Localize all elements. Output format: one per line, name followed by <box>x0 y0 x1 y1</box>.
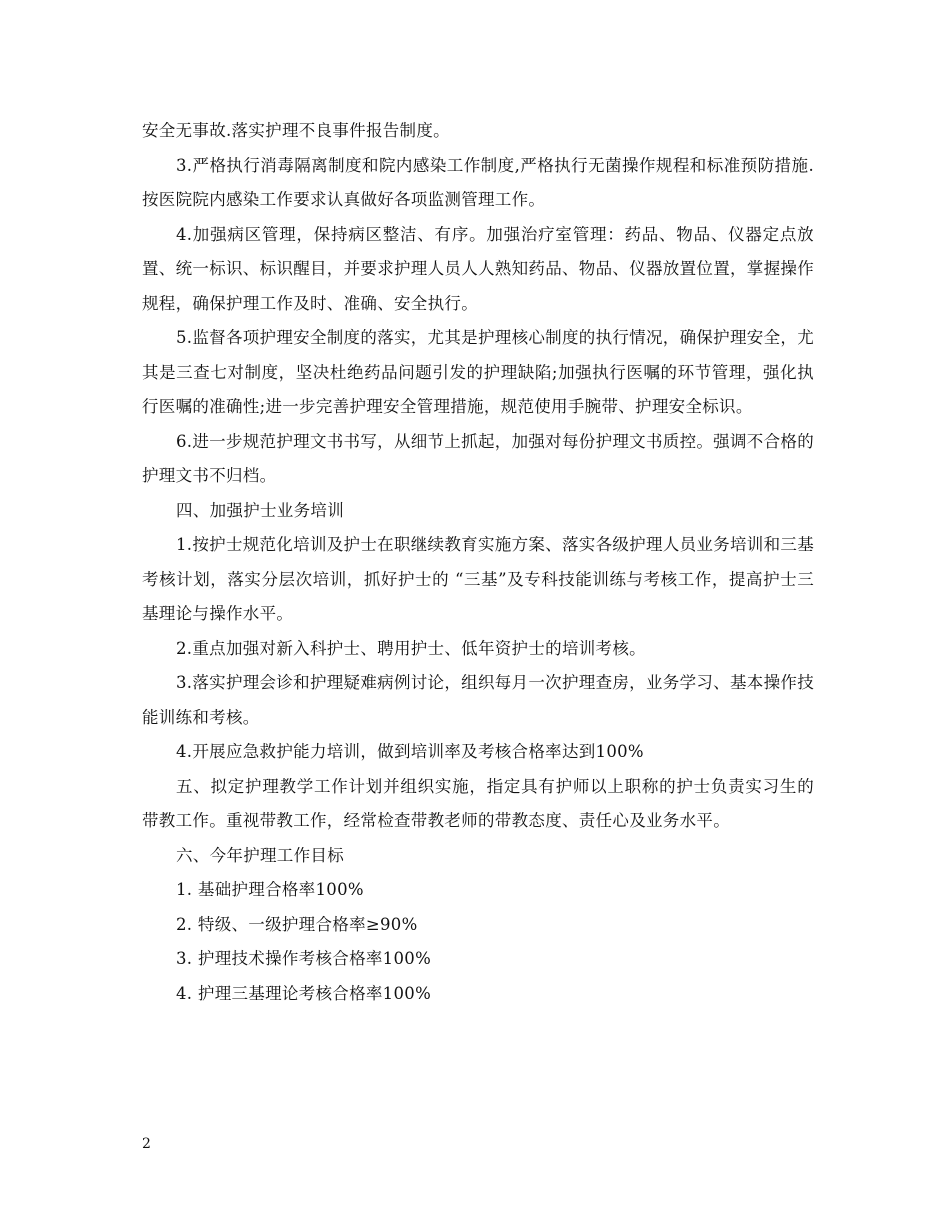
paragraph: 安全无事故.落实护理不良事件报告制度。 <box>142 121 450 140</box>
section-heading: 六、今年护理工作目标 <box>176 845 344 865</box>
paragraph: 4.开展应急救护能力培训，做到培训率及考核合格率达到100% <box>176 742 644 761</box>
paragraph: 5.监督各项护理安全制度的落实，尤其是护理核心制度的执行情况，确保护理安全，尤其是三查七对制度，坚决杜绝药品问题引发的护理缺陷;加强执行医嘱的环节管理，强化执行医嘱的准确性;进一步完善护理安全管理措施，规范使用手腕带、护理安全标识。 <box>142 328 814 416</box>
document-body <box>142 114 814 1011</box>
page-number: 2 <box>142 1136 151 1152</box>
paragraph: 3.严格执行消毒隔离制度和院内感染工作制度,严格执行无菌操作规程和标准预防措施.按医院院内感染工作要求认真做好各项监测管理工作。 <box>142 155 814 209</box>
section-heading: 四、加强护士业务培训 <box>176 500 344 520</box>
paragraph: 1.按护士规范化培训及护士在职继续教育实施方案、落实各级护理人员业务培训和三基考核计划，落实分层次培训，抓好护士的 “三基”及专科技能训练与考核工作，提高护士三基理论与操作水平。 <box>142 535 814 623</box>
paragraph: 6.进一步规范护理文书书写，从细节上抓起，加强对每份护理文书质控。强调不合格的护理文书不归档。 <box>142 431 814 485</box>
list-item: 1. 基础护理合格率100% <box>176 880 364 899</box>
paragraph: 2.重点加强对新入科护士、聘用护士、低年资护士的培训考核。 <box>176 638 646 658</box>
list-item: 2. 特级、一级护理合格率≥90% <box>176 914 418 934</box>
paragraph: 五、拟定护理教学工作计划并组织实施，指定具有护师以上职称的护士负责实习生的带教工作。重视带教工作，经常检查带教老师的带教态度、责任心及业务水平。 <box>142 776 814 830</box>
list-item: 4. 护理三基理论考核合格率100% <box>176 983 432 1003</box>
paragraph: 4.加强病区管理，保持病区整洁、有序。加强治疗室管理：药品、物品、仪器定点放置、统一标识、标识醒目，并要求护理人员人人熟知药品、物品、仪器放置位置，掌握操作规程，确保护理工作及时、准确、安全执行。 <box>142 224 814 313</box>
list-item: 3. 护理技术操作考核合格率100% <box>176 949 432 968</box>
paragraph: 3.落实护理会诊和护理疑难病例讨论，组织每月一次护理查房，业务学习、基本操作技能训练和考核。 <box>142 673 814 727</box>
